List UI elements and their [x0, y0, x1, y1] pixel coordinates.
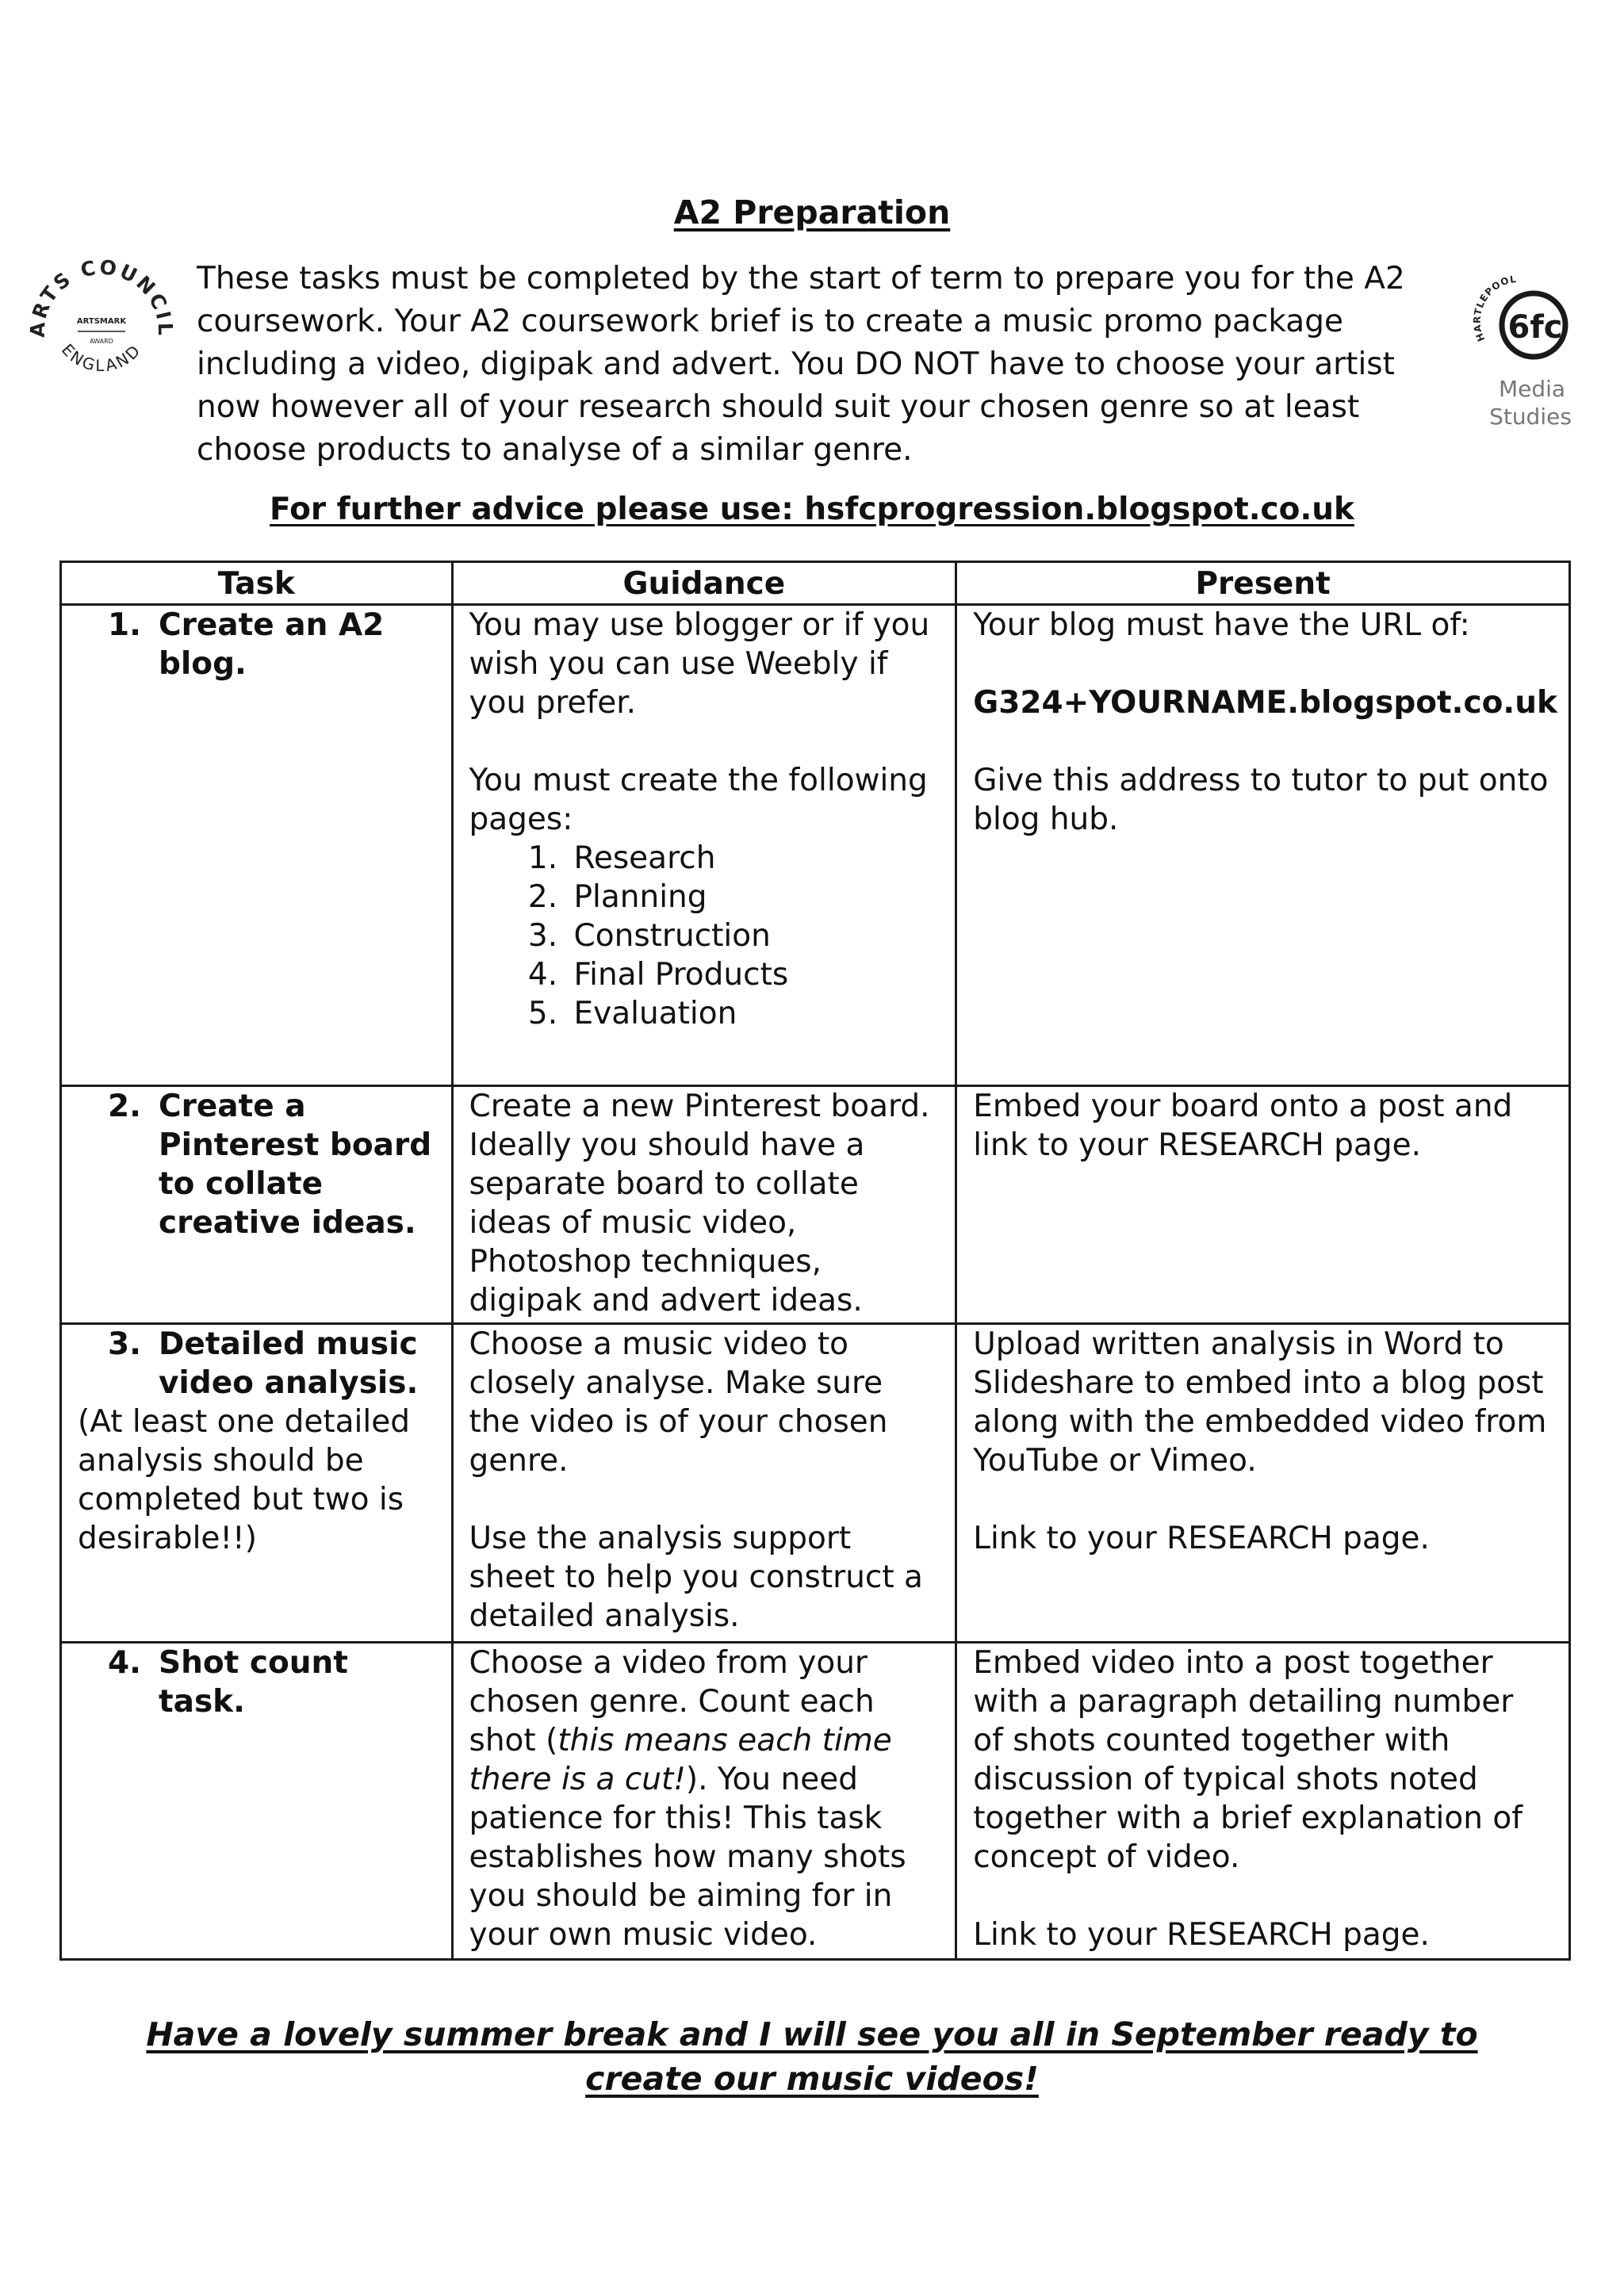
- present-text: Link to your RESEARCH page.: [973, 1521, 1430, 1556]
- present-text: Upload written analysis in Word to Slideshare to embed into a blog post along with the embedded video from YouTube or Vimeo.: [973, 1326, 1547, 1479]
- blog-url: G324+YOURNAME.blogspot.co.uk: [973, 685, 1557, 721]
- intro-paragraph: These tasks must be completed by the start of term to prepare you for the A2 coursework. Your A2 coursework brief is to create a music promo package including a video, digipak and advert. You DO NOT have to choose your artist now however all of your research should suit your chosen genre so at least choose products to analyse of a similar genre.: [197, 261, 1405, 468]
- present-text: Give this address to tutor to put onto blog hub.: [973, 763, 1549, 837]
- logo-middle-bottom: AWARD: [90, 338, 113, 345]
- header-present: Present: [956, 562, 1570, 605]
- task-note: (At least one detailed analysis should be completed but two is desirable!!): [78, 1404, 410, 1556]
- task-number: 1.: [108, 607, 141, 643]
- arts-council-logo: [22, 244, 181, 403]
- closing-message: [0, 2012, 1624, 2101]
- guidance-text: Use the analysis support sheet to help you construct a detailed analysis.: [469, 1521, 923, 1634]
- task-title: Create an A2 blog.: [159, 607, 385, 682]
- present-text: Your blog must have the URL of:: [973, 607, 1470, 643]
- present-text: Embed video into a post together with a paragraph detailing number of shots counted together with discussion of typical shots noted together with a brief explanation of concept of video.: [973, 1645, 1522, 1875]
- required-pages-list: [469, 839, 940, 1033]
- media-studies-logo: [1469, 262, 1588, 444]
- present-text: Embed your board onto a post and link to your RESEARCH page.: [973, 1089, 1513, 1163]
- task-cell: [61, 1643, 453, 1960]
- guidance-cell: [452, 1086, 956, 1324]
- guidance-text: Choose a video from your chosen genre. Count each shot (this means each time there is a cut!). You need patience for this! This task establishes how many shots you should be aiming for in your own music video.: [469, 1645, 906, 1953]
- svg-text:ENGLAND: [58, 340, 145, 375]
- guidance-text: You may use blogger or if you wish you can use Weebly if you prefer.: [469, 607, 930, 721]
- logo-arc-bottom: ENGLAND: [57, 339, 146, 376]
- table-row: [61, 605, 1570, 1086]
- list-item: 2. Planning: [568, 878, 940, 916]
- list-item: 4. Final Products: [568, 955, 940, 994]
- guidance-emphasis: this means each time there is a cut!: [469, 1723, 892, 1797]
- list-item: 1. Research: [568, 839, 940, 878]
- task-cell: [61, 1086, 453, 1324]
- present-cell: [956, 1324, 1570, 1643]
- logo-arc-text: HARTLEPOOL: [1471, 273, 1518, 343]
- table-row: [61, 1324, 1570, 1643]
- task-title: Detailed music video analysis.: [159, 1326, 419, 1401]
- present-cell: [956, 605, 1570, 1086]
- guidance-cell: [452, 605, 956, 1086]
- task-cell: [61, 1324, 453, 1643]
- present-cell: [956, 1086, 1570, 1324]
- closing-line-1: Have a lovely summer break and I will see you all in September ready to: [146, 2015, 1478, 2053]
- table-row: [61, 1643, 1570, 1960]
- logo-line-2: Studies: [1489, 404, 1572, 430]
- table-row: [61, 1086, 1570, 1324]
- table-header-row: [61, 562, 1570, 605]
- header-guidance: Guidance: [452, 562, 956, 605]
- guidance-cell: [452, 1643, 956, 1960]
- guidance-text: You must create the following pages:: [469, 763, 928, 837]
- task-cell: [61, 605, 453, 1086]
- guidance-cell: [452, 1324, 956, 1643]
- page-title: A2 Preparation: [673, 193, 951, 232]
- logo-line-1: Media: [1498, 376, 1566, 402]
- logo-middle-top: ARTSMARK: [76, 317, 127, 326]
- task-number: 2.: [108, 1089, 141, 1124]
- present-text: Link to your RESEARCH page.: [973, 1917, 1430, 1953]
- header-task: Task: [61, 562, 453, 605]
- list-item: 3. Construction: [568, 916, 940, 955]
- task-title: Shot count task.: [159, 1645, 348, 1720]
- task-title: Create a Pinterest board to collate creative ideas.: [159, 1089, 432, 1241]
- logo-badge: 6fc: [1507, 309, 1563, 346]
- further-advice-link[interactable]: For further advice please use: hsfcprogression.blogspot.co.uk: [270, 492, 1354, 527]
- closing-line-2: create our music videos!: [585, 2060, 1039, 2098]
- guidance-text: Choose a music video to closely analyse. Make sure the video is of your chosen genre.: [469, 1326, 888, 1479]
- present-cell: [956, 1643, 1570, 1960]
- guidance-text: Create a new Pinterest board. Ideally you should have a separate board to collate ideas of music video, Photoshop techniques, digipak and advert ideas.: [469, 1089, 930, 1318]
- task-table: [59, 561, 1571, 1961]
- logo-arc-top: ARTS COUNCIL: [25, 255, 178, 339]
- task-number: 3.: [108, 1326, 141, 1362]
- task-number: 4.: [108, 1645, 141, 1681]
- list-item: 5. Evaluation: [568, 994, 940, 1033]
